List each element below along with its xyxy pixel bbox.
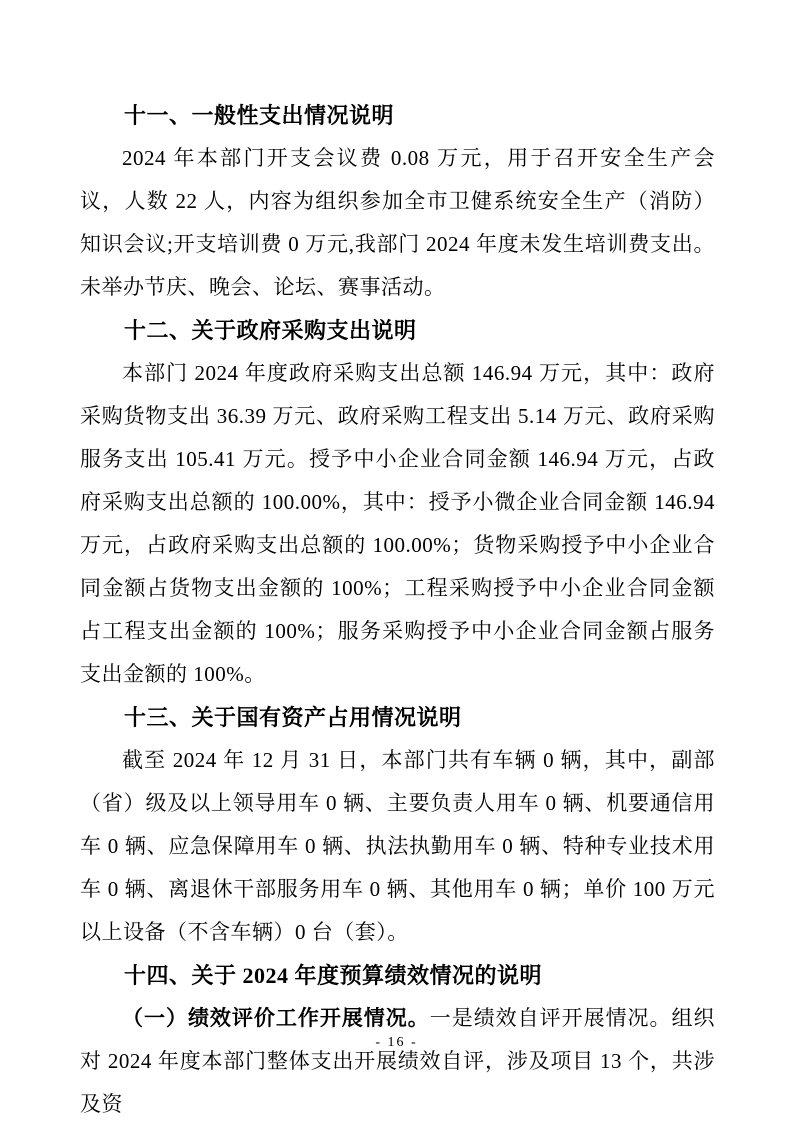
section-12-paragraph: 本部门 2024 年度政府采购支出总额 146.94 万元，其中：政府采购货物支出 36.39 万元、政府采购工程支出 5.14 万元、政府采购服务支出 105.41 万元。授予中小企业合同金额 146.94 万元，占政府采购支出总额的 100.00%，其中：授予小微企业合同金额 146.94 万元，占政府采购支出总额的 100.00%；货物采购授予中小企业合同金额占货物支出金额的 100%；工程采购授予中小企业合同金额占工程支出金额的 100%；服务采购授予中小企业合同金额占服务支出金额的 100%。	[80, 361, 715, 686]
section-heading-14: 十四、关于 2024 年度预算绩效情况的说明	[124, 963, 543, 988]
section-13-paragraph: 截至 2024 年 12 月 31 日，本部门共有车辆 0 辆，其中，副部（省）级及以上领导用车 0 辆、主要负责人用车 0 辆、机要通信用车 0 辆、应急保障用车 0 辆、执法执勤用车 0 辆、特种专业技术用车 0 辆、离退休干部服务用车 0 辆、其他用车 0 辆；单价 100 万元以上设备（不含车辆）0 台（套）。	[80, 748, 715, 944]
section-14-paragraph-rest: 一是绩效自评开展情况。组织对 2024 年度本部门整体支出开展绩效自评，涉及项目 13 个，共涉及资	[80, 1006, 716, 1116]
section-14-paragraph	[80, 997, 715, 1126]
section-heading-11: 十一、一般性支出情况说明	[124, 103, 395, 128]
section-14-paragraph-lead: （一）绩效评价工作开展情况。	[122, 1006, 430, 1030]
section-11-paragraph: 2024 年本部门开支会议费 0.08 万元，用于召开安全生产会议，人数 22 人，内容为组织参加全市卫健系统安全生产（消防）知识会议;开支培训费 0 万元,我部门 2024 年度未发生培训费支出。未举办节庆、晚会、论坛、赛事活动。	[80, 146, 715, 299]
section-heading-13: 十三、关于国有资产占用情况说明	[124, 705, 462, 730]
section-heading-12: 十二、关于政府采购支出说明	[124, 318, 417, 343]
page-number: - 16 -	[375, 1035, 418, 1050]
